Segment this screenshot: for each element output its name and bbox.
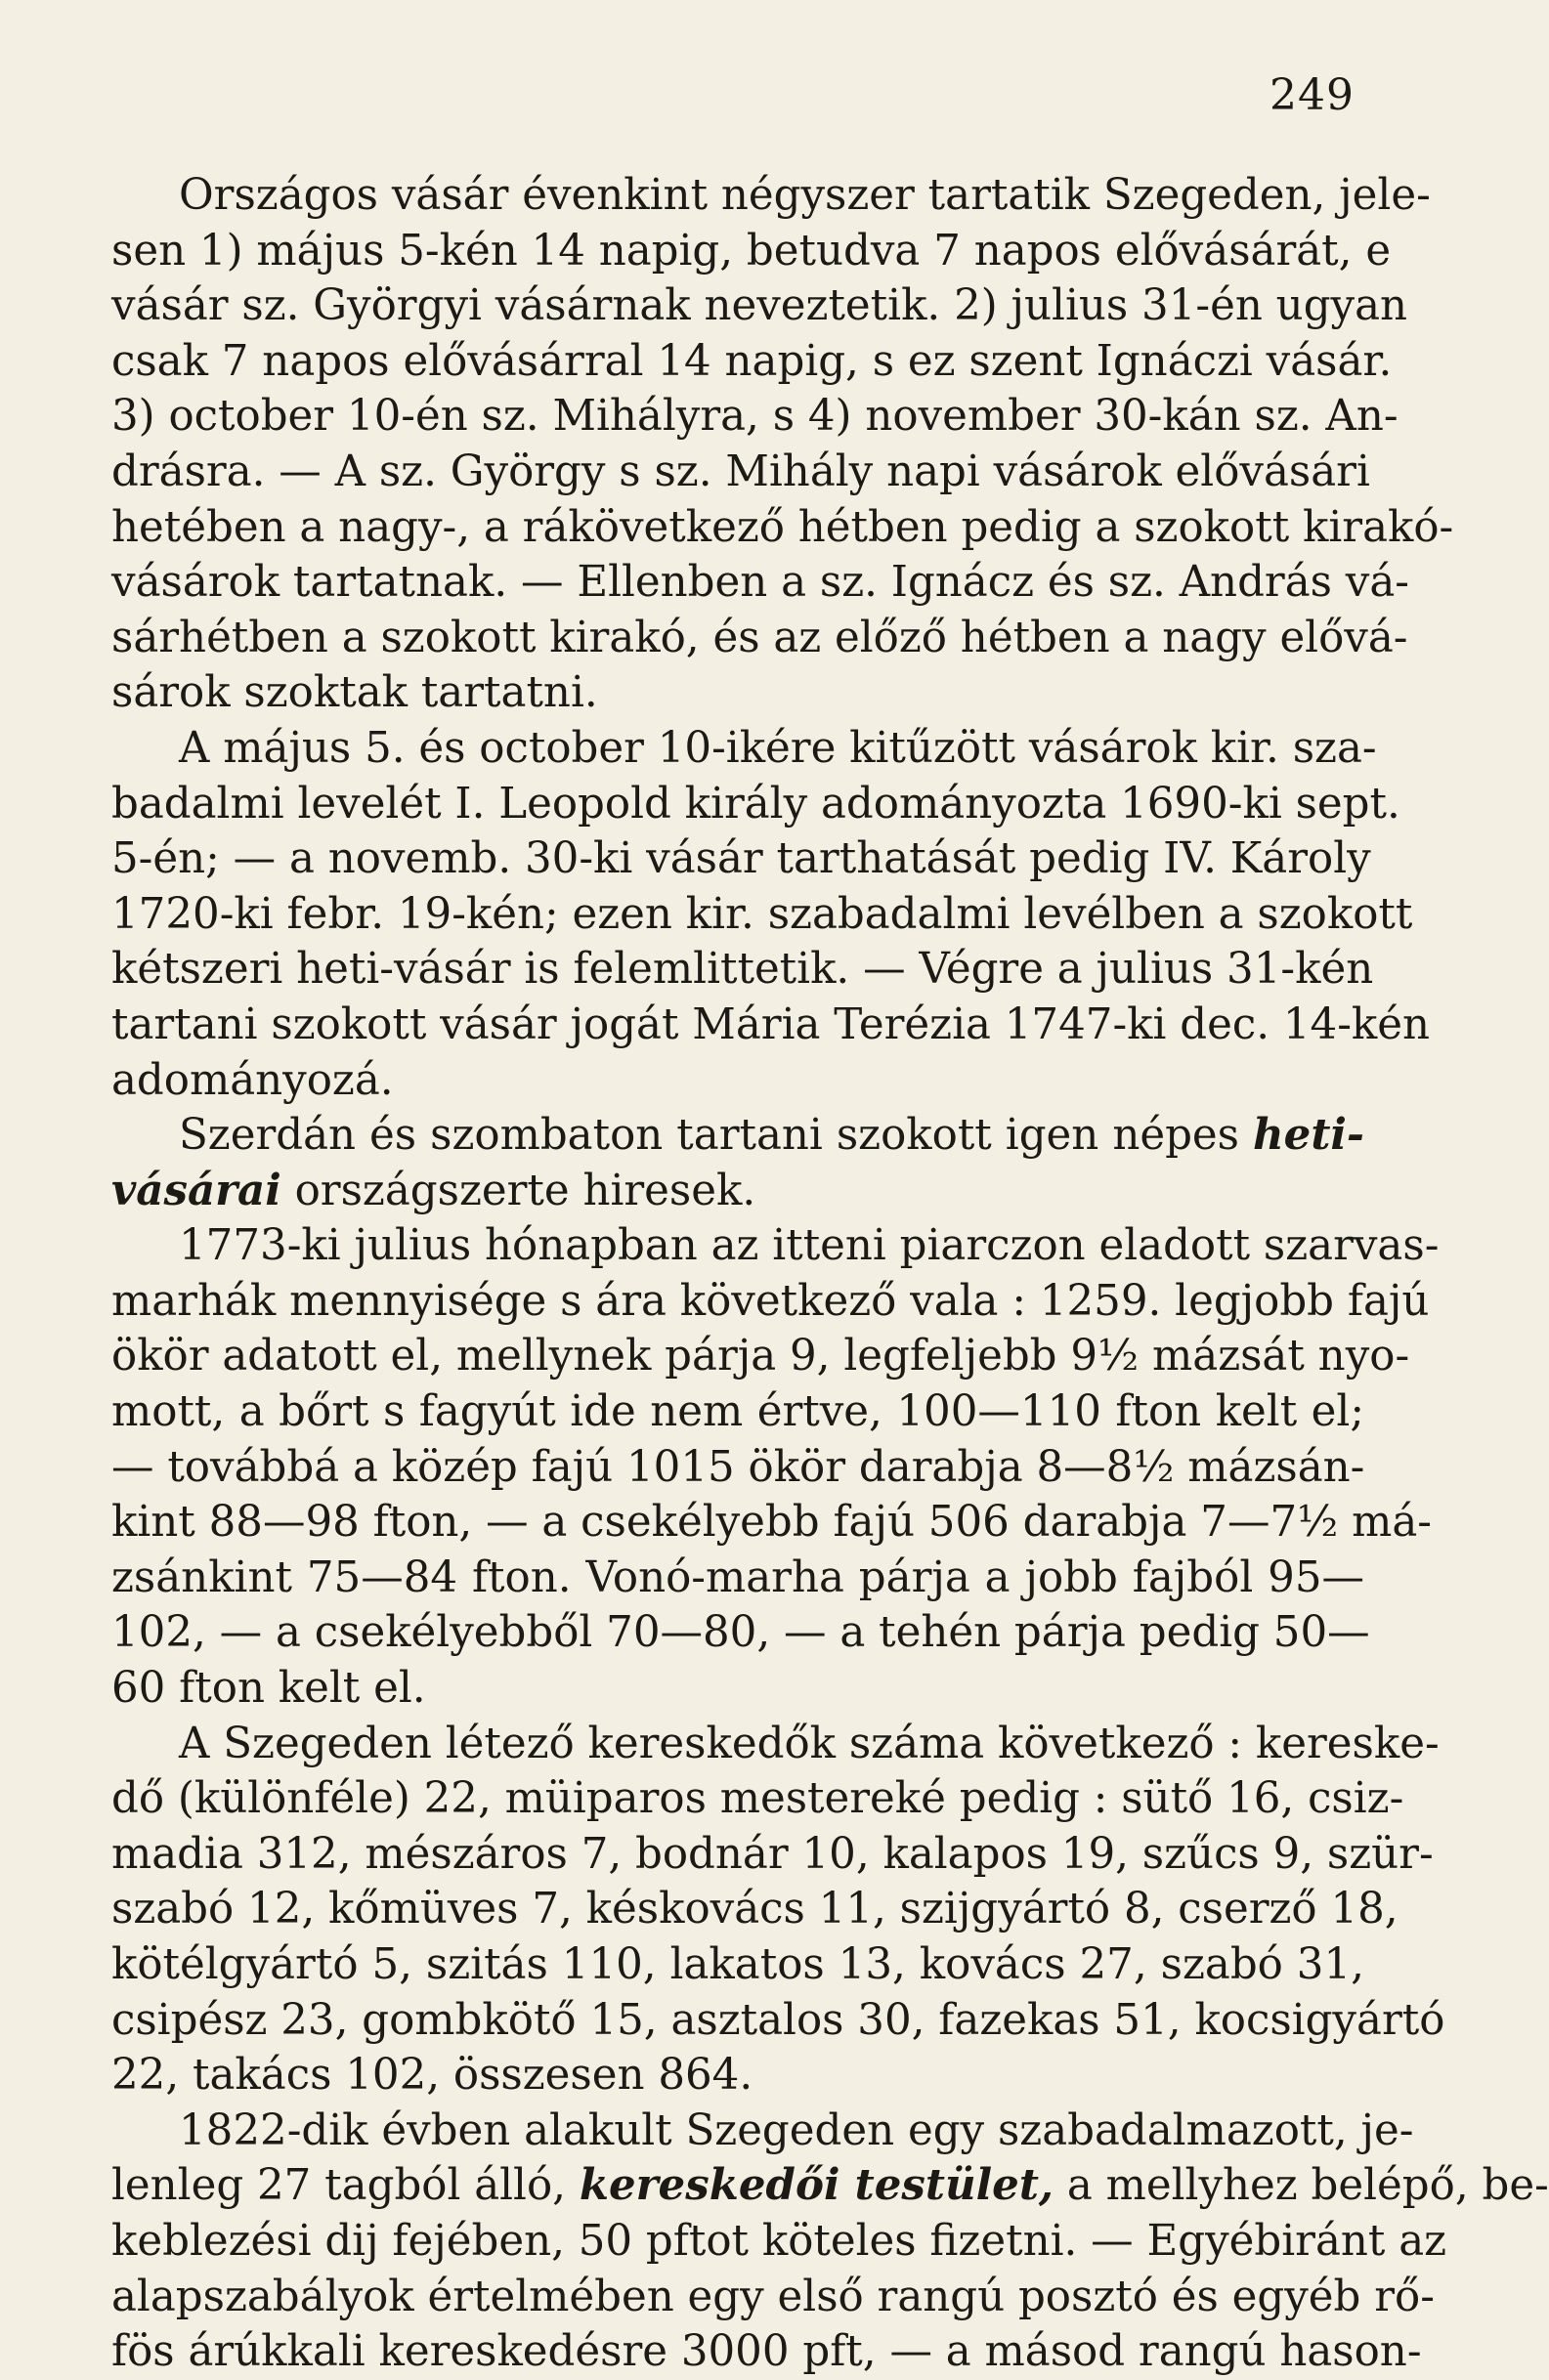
text-line xyxy=(111,1661,1364,1717)
page-number: 249 xyxy=(1269,70,1355,120)
text-run: 60 fton kelt el. xyxy=(111,1664,426,1714)
text-run: badalmi levelét I. Leopold király adományozta 1690-ki sept. xyxy=(111,779,1400,829)
text-run: alapszabályok értelmében egy első rangú posztó és egyéb rő- xyxy=(111,2272,1435,2321)
text-run: 3) october 10-én sz. Mihályra, s 4) november 30-kán sz. An- xyxy=(111,392,1398,442)
text-run: 1773-ki julius hónapban az itteni piarczon eladott szarvas- xyxy=(179,1221,1440,1271)
text-run: vásár sz. Györgyi vásárnak neveztetik. 2) julius 31-én ugyan xyxy=(111,281,1408,331)
text-line xyxy=(111,2214,1447,2270)
text-line xyxy=(111,334,1393,390)
emphasis: kereskedői testület, xyxy=(579,2160,1054,2211)
text-run: 5-én; — a novemb. 30-ki vásár tarthatását pedig IV. Károly xyxy=(111,834,1371,884)
text-run: Országos vásár évenkint négyszer tartatik Szegeden, jele- xyxy=(179,171,1431,220)
text-line xyxy=(111,2158,1549,2214)
text-line xyxy=(111,2104,1414,2159)
text-run: adományozá. xyxy=(111,1055,394,1105)
text-line xyxy=(111,445,1370,500)
text-line xyxy=(111,1218,1440,1274)
text-line xyxy=(111,1717,1440,1772)
text-line xyxy=(111,1384,1364,1440)
text-line xyxy=(111,2048,1364,2104)
text-run: kétszeri heti-vásár is felemlittetik. — Végre a julius 31-kén xyxy=(111,945,1374,995)
text-line xyxy=(111,721,1377,777)
text-line xyxy=(111,887,1413,943)
text-run: csak 7 napos elővásárral 14 napig, s ez szent Ignáczi vásár. xyxy=(111,336,1393,386)
text-run: keblezési dij fejében, 50 pftot köteles fizetni. — Egyébiránt az xyxy=(111,2216,1447,2266)
text-run: A Szegeden létező kereskedők száma következő : kereske- xyxy=(179,1719,1440,1768)
text-run: A május 5. és october 10-ikére kitűzött vásárok kir. sza- xyxy=(179,723,1377,773)
text-line xyxy=(111,2324,1422,2380)
text-run: szabó 12, kőmüves 7, késkovács 11, szijgyártó 8, cserző 18, xyxy=(111,1885,1398,1934)
text-run: madia 312, mészáros 7, bodnár 10, kalapos 19, szűcs 9, szür- xyxy=(111,1829,1434,1879)
text-line xyxy=(111,942,1374,998)
text-line xyxy=(111,1827,1434,1883)
text-run: kötélgyártó 5, szitás 110, lakatos 13, kovács 27, szabó 31, xyxy=(111,1940,1364,1989)
text-run: Szerdán és szombaton tartani szokott igen népes xyxy=(179,1111,1254,1161)
text-line xyxy=(111,1053,1364,1109)
text-run: lenleg 27 tagból álló, xyxy=(111,2161,580,2211)
text-run: 102, — a csekélyebből 70—80, — a tehén párja pedig 50— xyxy=(111,1608,1370,1658)
text-run: sárok szoktak tartatni. xyxy=(111,668,598,718)
text-line xyxy=(111,1164,1364,1219)
text-run: fös árúkkali kereskedésre 3000 pft, — a másod rangú hason- xyxy=(111,2327,1422,2377)
text-run: sárhétben a szokott kirakó, és az előző hétben a nagy elővá- xyxy=(111,613,1408,662)
text-line xyxy=(111,1937,1364,1993)
text-run: tartani szokott vásár jogát Mária Terézia 1747-ki dec. 14-kén xyxy=(111,999,1431,1049)
text-line xyxy=(111,500,1454,556)
text-run: mott, a bőrt s fagyút ide nem értve, 100—110 fton kelt el; xyxy=(111,1387,1364,1437)
text-line xyxy=(111,1108,1364,1164)
text-run: sen 1) május 5-kén 14 napig, betudva 7 napos elővásárát, e xyxy=(111,226,1392,276)
text-run: 22, takács 102, összesen 864. xyxy=(111,2051,753,2101)
text-run: zsánkint 75—84 fton. Vonó-marha párja a jobb fajból 95— xyxy=(111,1552,1364,1602)
text-line xyxy=(111,1993,1445,2049)
text-run: 1822-dik évben alakult Szegeden egy szabadalmazott, je- xyxy=(179,2105,1414,2155)
text-run: kint 88—98 fton, — a csekélyebb fajú 506 darabja 7—7½ má- xyxy=(111,1498,1432,1548)
text-run: országszerte hiresek. xyxy=(280,1166,756,1215)
text-line xyxy=(111,1329,1410,1384)
text-run: marhák mennyisége s ára következő vala : 1259. legjobb fajú xyxy=(111,1276,1430,1326)
body-text xyxy=(111,168,1549,2380)
text-line xyxy=(111,611,1408,666)
text-line xyxy=(111,1440,1364,1496)
text-line xyxy=(111,278,1408,334)
text-line xyxy=(111,1495,1432,1551)
text-line xyxy=(111,1882,1398,1937)
text-line xyxy=(111,831,1371,887)
emphasis: heti- xyxy=(1253,1110,1364,1161)
text-line xyxy=(111,389,1398,445)
text-run: a mellyhez belépő, be- xyxy=(1054,2161,1549,2211)
text-line xyxy=(111,168,1431,224)
text-line xyxy=(111,555,1410,611)
text-run: dő (különféle) 22, müiparos mestereké pedig : sütő 16, csiz- xyxy=(111,1774,1404,1824)
text-line xyxy=(111,2270,1435,2325)
text-run: csipész 23, gombkötő 15, asztalos 30, fazekas 51, kocsigyártó xyxy=(111,1995,1445,2045)
text-line xyxy=(111,1771,1404,1827)
text-run: vásárok tartatnak. — Ellenben a sz. Ignácz és sz. András vá- xyxy=(111,558,1410,608)
text-line xyxy=(111,998,1431,1053)
text-line xyxy=(111,777,1400,832)
text-line xyxy=(111,665,1364,721)
text-run: 1720-ki febr. 19-kén; ezen kir. szabadalmi levélben a szokott xyxy=(111,889,1413,939)
text-run: drásra. — A sz. György s sz. Mihály napi vásárok elővásári xyxy=(111,446,1370,496)
text-run: — továbbá a közép fajú 1015 ökör darabja 8—8½ mázsán- xyxy=(111,1442,1365,1492)
text-line xyxy=(111,1274,1430,1330)
text-run: hetében a nagy-, a rákövetkező hétben pedig a szokott kirakó- xyxy=(111,502,1454,552)
text-run: ökör adatott el, mellynek párja 9, legfeljebb 9½ mázsát nyo- xyxy=(111,1332,1410,1381)
text-line xyxy=(111,224,1392,279)
text-line xyxy=(111,1551,1364,1606)
emphasis: vásárai xyxy=(111,1165,281,1215)
text-line xyxy=(111,1605,1370,1661)
